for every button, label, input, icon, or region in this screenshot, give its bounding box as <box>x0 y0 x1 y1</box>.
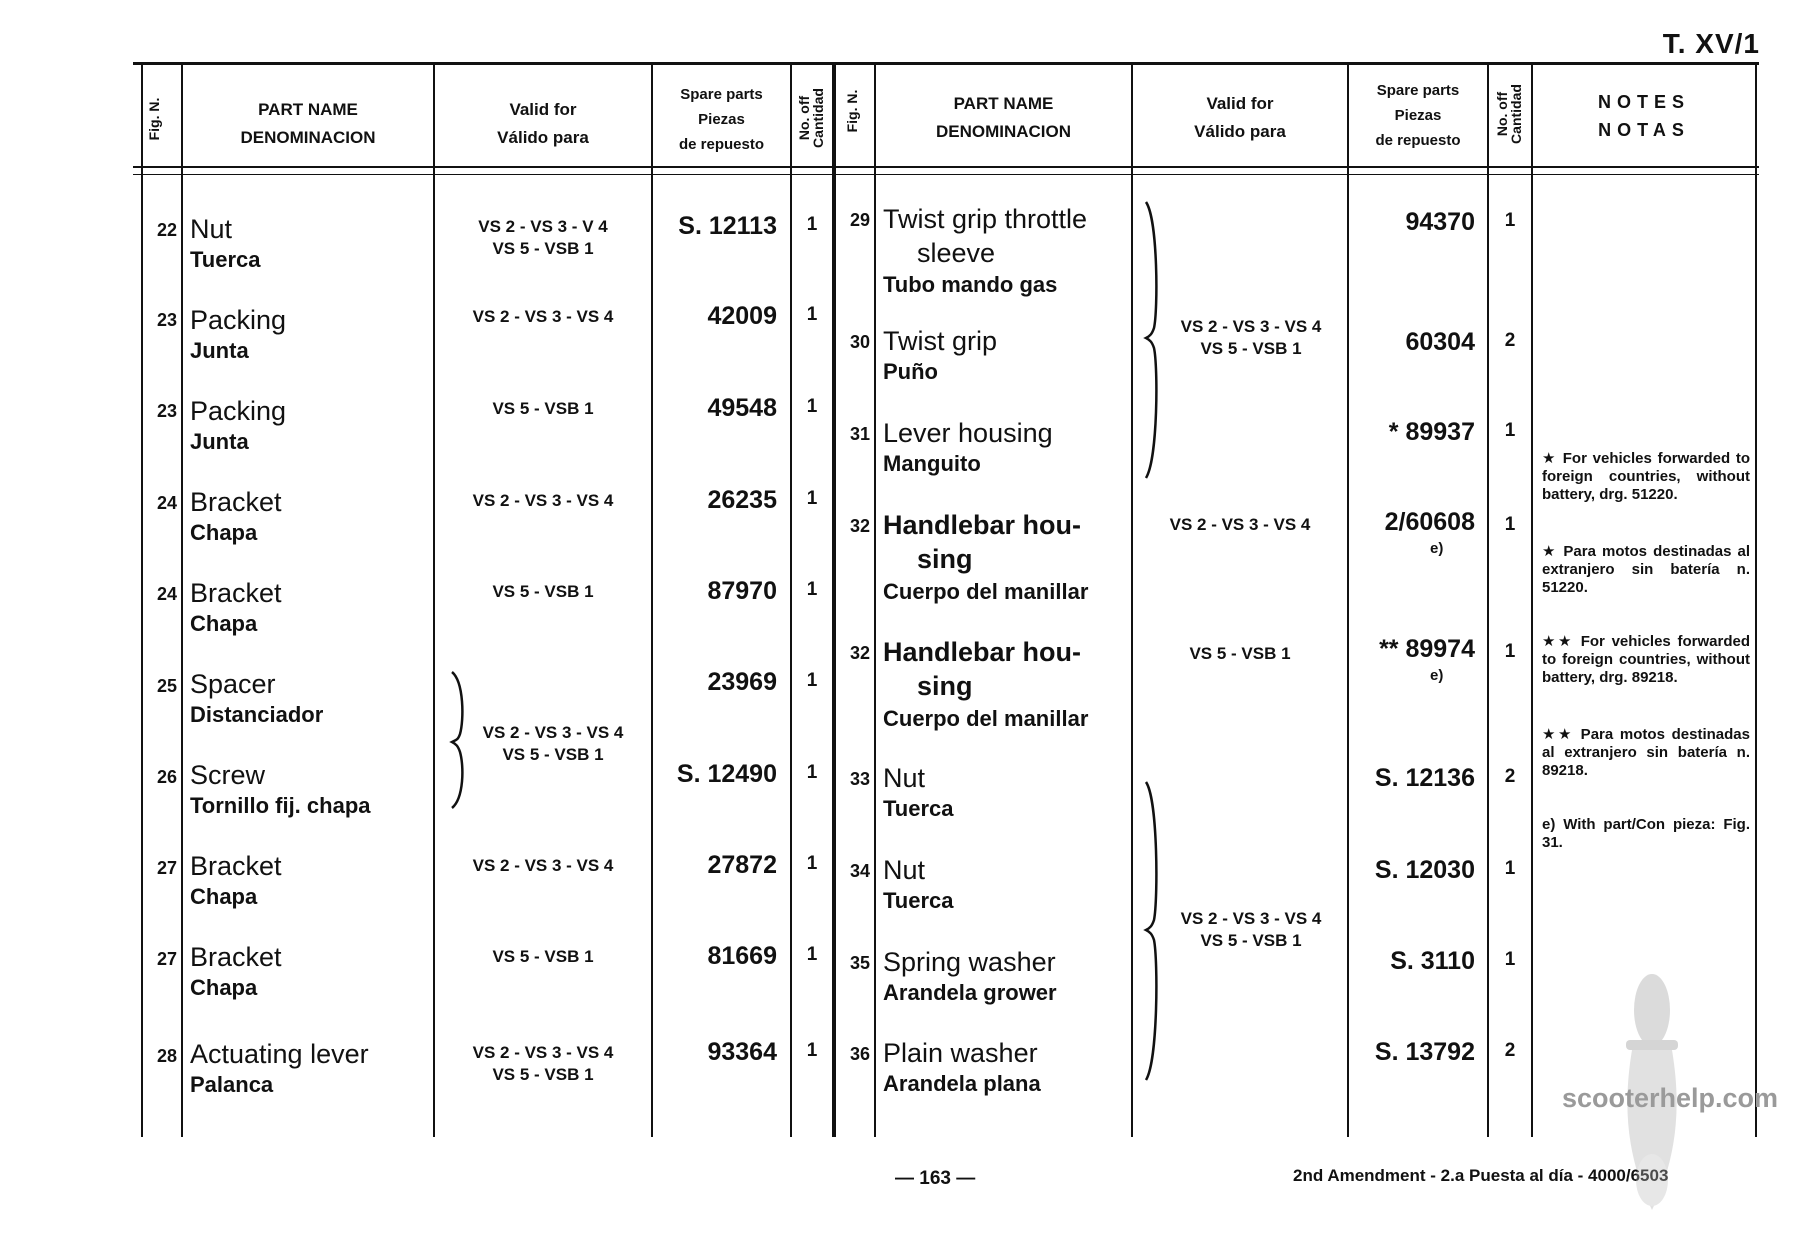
valid-for-group: VS 2 - VS 3 - VS 4 VS 5 - VSB 1 <box>482 723 624 764</box>
part-name-es: Manguito <box>883 451 981 476</box>
quantity: 2 <box>1504 1040 1516 1061</box>
part-name: Bracket <box>190 942 282 972</box>
valid-for-group: VS 2 - VS 3 - VS 4 VS 5 - VSB 1 <box>1180 909 1322 950</box>
header-notes: NOTES NOTAS <box>1597 92 1690 140</box>
part-name: Packing <box>190 305 287 335</box>
fig-number: 26 <box>156 767 177 787</box>
header-bottom-rule <box>133 166 1759 168</box>
fig-number: 30 <box>849 332 870 352</box>
fig-number: 23 <box>156 401 177 421</box>
part-name: Handlebar hou- sing <box>883 510 1082 574</box>
fig-number: 24 <box>156 493 177 513</box>
fig-number: 34 <box>849 861 870 881</box>
part-name: Lever housing <box>883 418 1053 448</box>
quantity: 1 <box>1504 949 1516 970</box>
quantity: 1 <box>1504 210 1516 231</box>
note: ★ Para motos destinadas al extranjero sin batería n. 51220. <box>1542 543 1750 596</box>
header-spare-left: Spare parts Piezas de repuesto <box>678 86 765 153</box>
valid-for: VS 2 - VS 3 - VS 4 <box>472 856 614 875</box>
note: ★ For vehicles forwarded to foreign countries, without battery, drg. 51220. <box>1542 450 1750 503</box>
part-name: Nut <box>883 763 926 793</box>
quantity: 1 <box>806 944 818 965</box>
quantity: 1 <box>806 579 818 600</box>
valid-for: VS 5 - VSB 1 <box>492 399 594 418</box>
quantity: 1 <box>806 670 818 691</box>
col-divider <box>1531 65 1533 1137</box>
note: e) With part/Con pieza: Fig. 31. <box>1542 816 1750 851</box>
header-qty-left: No. off Cantidad <box>796 88 826 148</box>
part-name-es: Cuerpo del manillar <box>883 579 1089 604</box>
part-name: Spacer <box>190 669 276 699</box>
part-name: Bracket <box>190 578 282 608</box>
spare-part-number: 26235 <box>707 486 777 514</box>
spare-part-number: * 89937 <box>1388 418 1475 446</box>
valid-for: VS 5 - VSB 1 <box>492 947 594 966</box>
header-qty-right: No. off Cantidad <box>1494 84 1524 144</box>
header-valid-right: Valid for Válido para <box>1194 94 1286 141</box>
col-divider <box>181 65 183 1137</box>
quantity: 1 <box>806 396 818 417</box>
fig-number: 31 <box>849 424 870 444</box>
center-divider <box>832 65 836 1137</box>
spare-part-number: S. 12490 <box>676 760 777 788</box>
fig-number: 23 <box>156 310 177 330</box>
spare-part-number: 42009 <box>707 302 777 330</box>
table-top-rule <box>133 62 1759 65</box>
quantity: 1 <box>806 1040 818 1061</box>
quantity: 1 <box>1504 514 1516 535</box>
fig-number: 25 <box>156 676 177 696</box>
spare-part-number: S. 12136 <box>1374 764 1475 792</box>
header-spare-right: Spare parts Piezas de repuesto <box>1375 82 1461 149</box>
quantity: 1 <box>806 853 818 874</box>
part-name-es: Palanca <box>190 1072 274 1097</box>
part-name: Twist grip <box>883 326 998 356</box>
part-name: Nut <box>190 214 233 244</box>
part-name-es: Tubo mando gas <box>883 272 1058 297</box>
spare-part-number: 2/60608 <box>1384 508 1475 536</box>
header-part-name-right: PART NAME DENOMINACION <box>935 94 1072 141</box>
part-name-es: Tuerca <box>190 247 261 272</box>
watermark-text: scooterhelp.com <box>1562 1083 1779 1113</box>
part-name: Screw <box>190 760 266 790</box>
valid-for: VS 5 - VSB 1 <box>1189 644 1291 663</box>
part-name: Nut <box>883 855 926 885</box>
spare-part-number: 94370 <box>1405 208 1475 236</box>
page-code: T. XV/1 <box>1662 28 1760 59</box>
fig-number: 29 <box>849 210 870 230</box>
spare-note: e) <box>1430 667 1444 684</box>
amendment-note: 2nd Amendment - 2.a Puesta al día - 4000/6503 <box>1293 1166 1669 1185</box>
part-name: Packing <box>190 396 287 426</box>
fig-number: 35 <box>849 953 870 973</box>
part-name-es: Chapa <box>190 611 258 636</box>
spare-note: e) <box>1430 540 1444 557</box>
spare-part-number: ** 89974 <box>1379 635 1475 663</box>
part-name-es: Tuerca <box>883 796 954 821</box>
part-name: Bracket <box>190 851 282 881</box>
part-name-es: Chapa <box>190 975 258 1000</box>
quantity: 1 <box>1504 420 1516 441</box>
part-name: Twist grip throttle sleeve <box>883 204 1088 268</box>
part-name-es: Distanciador <box>190 702 324 727</box>
part-name-es: Cuerpo del manillar <box>883 706 1089 731</box>
valid-for: VS 2 - VS 3 - VS 4 <box>472 307 614 326</box>
col-divider <box>1131 65 1133 1137</box>
part-name: Handlebar hou- sing <box>883 637 1082 701</box>
page-number: — 163 — <box>895 1168 976 1189</box>
spare-part-number: 93364 <box>707 1038 777 1066</box>
valid-for: VS 2 - VS 3 - VS 4 VS 5 - VSB 1 <box>472 1043 614 1084</box>
quantity: 1 <box>806 304 818 325</box>
fig-number: 32 <box>849 643 870 663</box>
part-name-es: Puño <box>883 359 938 384</box>
part-name-es: Tornillo fij. chapa <box>190 793 371 818</box>
part-name: Spring washer <box>883 947 1056 977</box>
part-name-es: Junta <box>190 429 249 454</box>
spare-part-number: 87970 <box>707 577 777 605</box>
part-name: Plain washer <box>883 1038 1038 1068</box>
quantity: 1 <box>806 214 818 235</box>
spare-part-number: 49548 <box>707 394 777 422</box>
part-name-es: Arandela plana <box>883 1071 1041 1096</box>
part-name-es: Tuerca <box>883 888 954 913</box>
header-bottom-rule-2 <box>133 174 1759 175</box>
header-part-name-left: PART NAME DENOMINACION <box>240 100 376 147</box>
fig-number: 33 <box>849 769 870 789</box>
valid-for: VS 2 - VS 3 - VS 4 <box>1169 515 1311 534</box>
spare-part-number: S. 13792 <box>1374 1038 1475 1066</box>
fig-number: 28 <box>156 1046 177 1066</box>
table-right-edge <box>1755 65 1757 1137</box>
quantity: 1 <box>806 762 818 783</box>
spare-part-number: 27872 <box>707 851 777 879</box>
fig-number: 27 <box>156 949 177 969</box>
fig-number: 36 <box>849 1044 870 1064</box>
part-name: Actuating lever <box>190 1039 369 1069</box>
spare-part-number: S. 12030 <box>1374 856 1475 884</box>
part-name-es: Chapa <box>190 520 258 545</box>
note: ★★ Para motos destinadas al extranjero sin batería n. 89218. <box>1542 726 1750 779</box>
spare-part-number: 81669 <box>707 942 777 970</box>
quantity: 1 <box>1504 858 1516 879</box>
spare-part-number: 23969 <box>707 668 777 696</box>
note: ★★ For vehicles forwarded to foreign countries, without battery, drg. 89218. <box>1542 633 1750 686</box>
col-divider <box>874 65 876 1137</box>
fig-number: 27 <box>156 858 177 878</box>
fig-number: 22 <box>156 220 177 240</box>
quantity: 1 <box>806 488 818 509</box>
header-fig-left: Fig. N. <box>146 97 162 141</box>
valid-for: VS 2 - VS 3 - V 4 VS 5 - VSB 1 <box>478 217 608 258</box>
quantity: 2 <box>1504 766 1516 787</box>
part-name: Bracket <box>190 487 282 517</box>
quantity: 2 <box>1504 330 1516 351</box>
header-valid-left: Valid for Válido para <box>497 100 589 147</box>
fig-number: 32 <box>849 516 870 536</box>
part-name-es: Chapa <box>190 884 258 909</box>
valid-for-group: VS 2 - VS 3 - VS 4 VS 5 - VSB 1 <box>1180 317 1322 358</box>
valid-for: VS 5 - VSB 1 <box>492 582 594 601</box>
header-fig-right: Fig. N. <box>844 89 860 133</box>
valid-for: VS 2 - VS 3 - VS 4 <box>472 491 614 510</box>
part-name-es: Arandela grower <box>883 980 1057 1005</box>
quantity: 1 <box>1504 641 1516 662</box>
fig-number: 24 <box>156 584 177 604</box>
spare-part-number: S. 3110 <box>1390 947 1475 975</box>
spare-part-number: 60304 <box>1405 328 1475 356</box>
spare-part-number: S. 12113 <box>678 212 777 240</box>
part-name-es: Junta <box>190 338 249 363</box>
